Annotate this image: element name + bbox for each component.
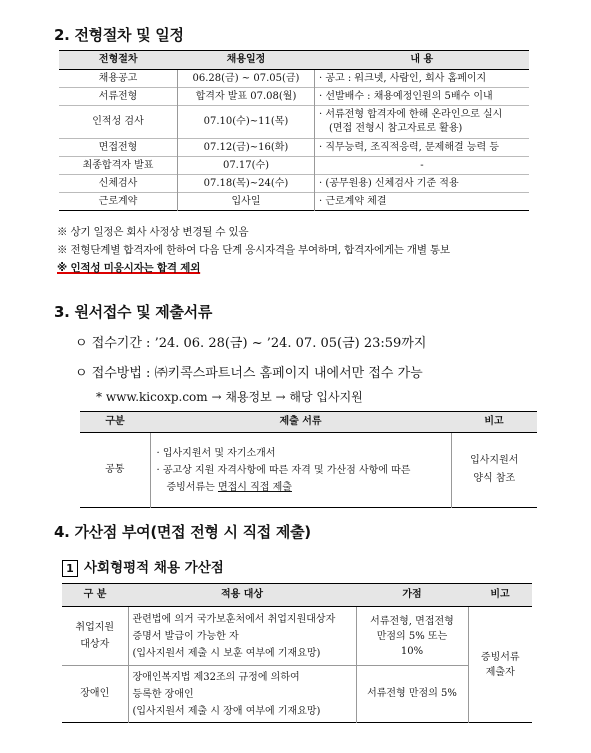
header-category: 구분 [80,412,150,433]
bonus-table [62,583,532,723]
target-line: 등록한 장애인 [132,688,194,700]
target-cell [128,666,356,723]
note-stage-notice: ※ 전형단계별 합격자에 한하여 다음 단계 응시자격을 부여하며, 합격자에게는 개별 통보 [57,244,450,256]
points-line: 만점의 5% 또는 [376,630,448,642]
header-date: 채용일정 [178,51,315,70]
step-cell: 인적성 검사 [59,106,178,139]
note-aptitude-exclusion [57,260,200,275]
header-documents: 제출 서류 [150,412,451,433]
table-row [59,139,529,157]
remark-line: 양식 참조 [473,473,516,484]
points-line: 10% [400,645,424,657]
subtitle-text: 사회형평적 채용 가산점 [84,560,224,576]
remark-line: 제출자 [485,666,515,678]
date-cell: 07.12(금)~16(화) [178,139,315,157]
url-line: * www.kicoxp.com → 채용정보 → 해당 입사지원 [96,390,363,404]
category-cell: 공통 [80,433,150,508]
table-row [80,433,537,508]
content-cell: - [315,157,530,175]
content-cell: · 선발배수 : 채용예정인원의 5배수 이내 [315,88,530,106]
content-cell [315,106,530,139]
header-target: 적용 대상 [128,584,356,607]
note-aptitude-text: ※ 인적성 미응시자는 합격 제외 [57,262,201,274]
target-line: (입사지원서 제출 시 보훈 여부에 기재요망) [132,647,321,659]
subtitle-number: 1 [62,560,78,577]
date-cell: 07.17(수) [178,157,315,175]
header-category: 구 분 [62,584,128,607]
table-row [62,666,532,723]
application-method: ㅇ 접수방법 : ㈜키콕스파트너스 홈페이지 내에서만 접수 가능 [75,366,423,381]
points-cell: 서류전형 만점의 5% [356,666,468,723]
date-cell: 07.10(수)~11(목) [178,106,315,139]
section-2-title: 2. 전형절차 및 일정 [54,26,184,44]
section-4-title: 4. 가산점 부여(면접 전형 시 직접 제출) [54,523,311,541]
table-row [59,88,529,106]
step-cell: 서류전형 [59,88,178,106]
date-cell: 입사일 [178,193,315,211]
content-cell: · 직무능력, 조직적응력, 문제해결 능력 등 [315,139,530,157]
subtitle [62,556,224,577]
content-cell: · 근로계약 체결 [315,193,530,211]
schedule-table [59,50,529,211]
step-cell: 채용공고 [59,70,178,88]
table-row [62,607,532,666]
header-remark: 비고 [468,584,532,607]
content-cell: · 공고 : 워크넷, 사람인, 회사 홈페이지 [315,70,530,88]
doc-text: 증빙서류는 [166,481,218,493]
header-step: 전형절차 [59,51,178,70]
section-3-title: 3. 원서접수 및 제출서류 [54,303,213,321]
content-line: (면접 전형시 참고자료로 활용) [329,123,463,134]
remark-line: 증빙서류 [480,651,520,663]
step-cell: 근로계약 [59,193,178,211]
application-period: ㅇ 접수기간 : ’24. 06. 28(금) ~ ’24. 07. 05(금) 23:59까지 [75,336,427,351]
date-cell: 06.28(금) ~ 07.05(금) [178,70,315,88]
step-cell: 최종합격자 발표 [59,157,178,175]
remark-line: 입사지원서 [470,455,519,466]
doc-line: · 입사지원서 및 자기소개서 [156,447,276,459]
doc-underlined: 면접시 직접 제출 [217,481,292,493]
doc-line: · 공고상 지원 자격사항에 따른 자격 및 가산점 사항에 따른 [156,464,411,476]
header-content: 내 용 [315,51,530,70]
doc-line [157,479,445,496]
header-points: 가점 [356,584,468,607]
date-cell: 합격자 발표 07.08(월) [178,88,315,106]
category-cell: 장애인 [62,666,128,723]
step-cell: 신체검사 [59,175,178,193]
target-cell [128,607,356,666]
documents-cell [150,433,451,508]
header-remark: 비고 [451,412,537,433]
step-cell: 면접전형 [59,139,178,157]
category-line: 취업지원 [75,622,115,633]
table-row [59,193,529,211]
table-row [59,157,529,175]
remark-cell [468,607,532,723]
target-line: 관련법에 의거 국가보훈처에서 취업지원대상자 [132,613,336,625]
date-cell: 07.18(목)~24(수) [178,175,315,193]
note-schedule-change: ※ 상기 일정은 회사 사정상 변경될 수 있음 [57,226,249,238]
target-line: 장애인복지법 제32조의 규정에 의하여 [132,671,300,683]
content-line: · 서류전형 합격자에 한해 온라인으로 실시 [319,109,503,120]
table-row [59,175,529,193]
points-cell [356,607,468,666]
table-row [59,106,529,139]
content-cell: · (공무원용) 신체검사 기준 적용 [315,175,530,193]
documents-table [80,411,537,508]
target-line: 증명서 발급이 가능한 자 [132,630,239,642]
category-line: 대상자 [80,639,110,650]
target-line: (입사지원서 제출 시 장애 여부에 기재요망) [132,705,321,717]
table-row [59,70,529,88]
remark-cell [451,433,537,508]
category-cell [62,607,128,666]
points-line: 서류전형, 면접전형 [370,615,454,627]
